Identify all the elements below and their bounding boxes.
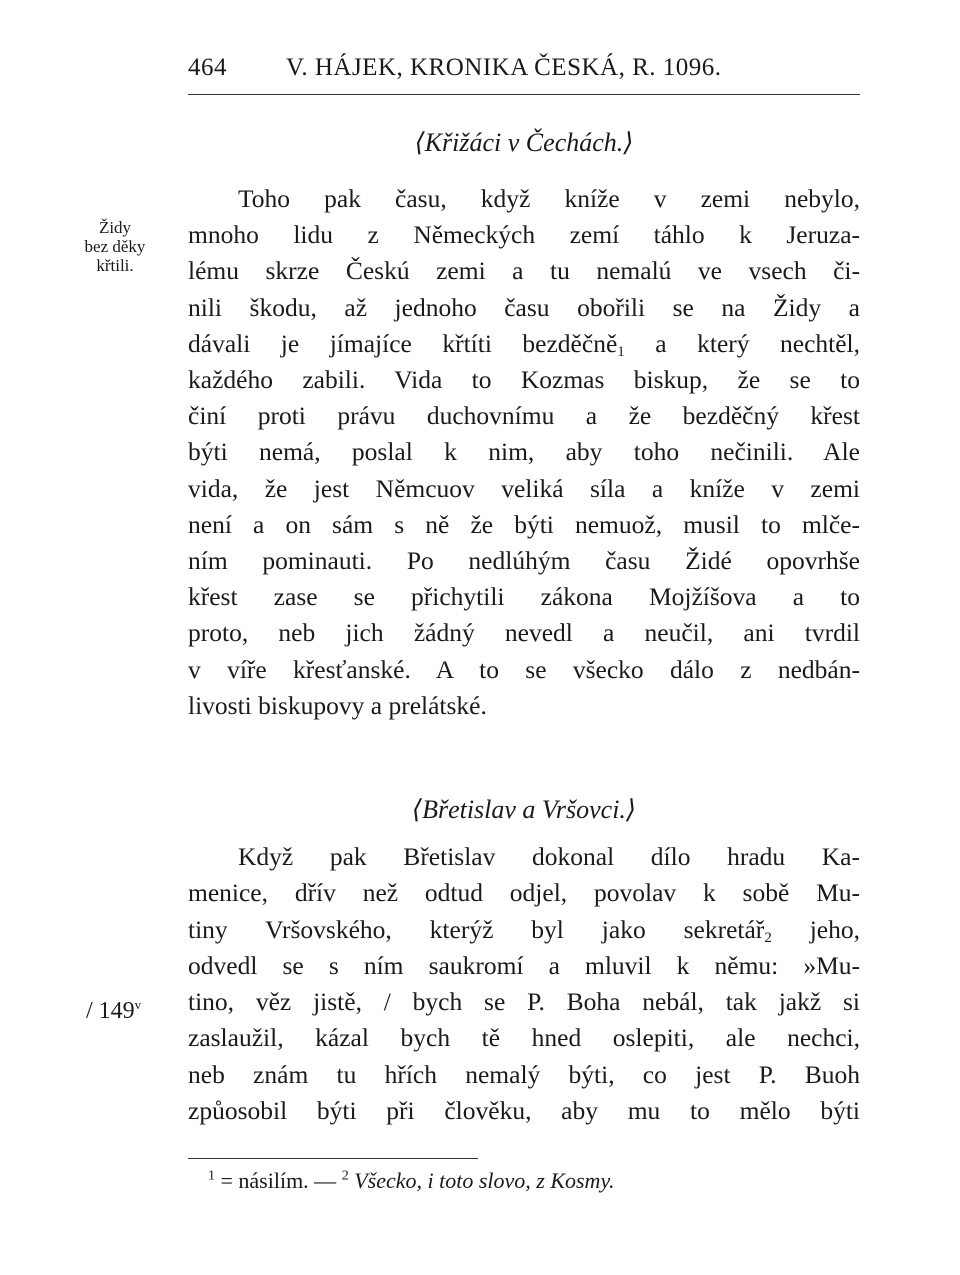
folio-marker	[86, 997, 141, 1025]
marginal-note-line: Židy	[98, 218, 132, 237]
text-line	[188, 327, 860, 361]
text-line: livosti biskupovy a prelátské.	[188, 691, 487, 720]
text-line: lému skrze Českú zemi a tu nemalú ve vsech či-	[188, 256, 860, 285]
text-line: neb znám tu hřích nemalý býti, co jest P. Buoh	[188, 1060, 860, 1089]
running-title: V. HÁJEK, KRONIKA ČESKÁ, R. 1096.	[286, 54, 722, 81]
folio-verso-mark: v	[134, 997, 142, 1012]
section-title-krizaci: ⟨Křižáci v Čechách.⟩	[414, 128, 634, 157]
footnote-ref-2: 2	[764, 930, 772, 946]
text-line: proto, neb jich žádný nevedl a neučil, ani tvrdil	[188, 618, 860, 647]
page-number: 464	[188, 54, 227, 81]
marginal-note-line: křtili.	[96, 256, 134, 275]
text-fragment: tiny Vršovského, kterýž byl jako sekretář	[188, 915, 765, 944]
text-line: tino, věz jistě, / bych se P. Boha nebál, tak jakž si	[188, 987, 860, 1016]
text-line: způosobil býti při člověku, aby mu to mělo býti	[188, 1096, 860, 1125]
running-header	[188, 54, 860, 90]
footnote-text-1: = násilím. —	[215, 1168, 342, 1193]
marginal-note-line: bez děky	[84, 237, 146, 256]
footnote-text-2: Všecko, i toto slovo, z Kosmy.	[348, 1168, 615, 1193]
text-line: mnoho lidu z Německých zemí táhlo k Jeruza-	[188, 220, 860, 249]
text-line: zaslaužil, kázal bych tě hned oslepiti, ale nechci,	[188, 1023, 860, 1052]
header-divider	[188, 94, 860, 95]
text-line: nili škodu, až jednoho času obořili se na Židy a	[188, 293, 860, 322]
text-line	[188, 913, 860, 947]
footnote-ref-1: 1	[617, 344, 625, 360]
section-title-bretislav: ⟨Břetislav a Vršovci.⟩	[411, 795, 637, 824]
text-line: býti nemá, poslal k nim, aby toho nečinili. Ale	[188, 437, 860, 466]
text-fragment: a který nechtěl,	[624, 329, 860, 358]
text-line: každého zabili. Vida to Kozmas biskup, že se to	[188, 365, 860, 394]
text-line: vida, že jest Němcuov veliká síla a kníže v zemi	[188, 474, 860, 503]
text-line: ním pominauti. Po nedlúhým času Židé opovrhše	[188, 546, 860, 575]
footnote-mark-1: 1	[208, 1168, 215, 1184]
text-line: odvedl se s ním saukromí a mluvil k němu: »Mu-	[188, 951, 860, 980]
footnote-mark-2: 2	[341, 1168, 349, 1184]
folio-number: / 149	[86, 998, 135, 1024]
footnote-divider	[188, 1158, 478, 1159]
text-line: není a on sám s ně že býti nemuož, musil to mlče-	[188, 510, 860, 539]
text-line: činí proti právu duchovnímu a že bezděčný křest	[188, 401, 860, 430]
text-fragment: dávali je jímajíce křtíti bezděčně	[188, 329, 618, 358]
text-line: menice, dřív než odtud odjel, povolav k sobě Mu-	[188, 878, 860, 907]
text-fragment: jeho,	[771, 915, 860, 944]
text-line: křest zase se přichytili zákona Mojžíšova a to	[188, 582, 860, 611]
footnotes	[208, 1168, 615, 1194]
text-line: Toho pak času, když kníže v zemi nebylo,	[238, 184, 860, 213]
text-line: Když pak Břetislav dokonal dílo hradu Ka-	[238, 842, 860, 871]
marginal-note	[60, 218, 170, 275]
text-line: v víře křesťanské. A to se všecko dálo z nedbán-	[188, 655, 860, 684]
